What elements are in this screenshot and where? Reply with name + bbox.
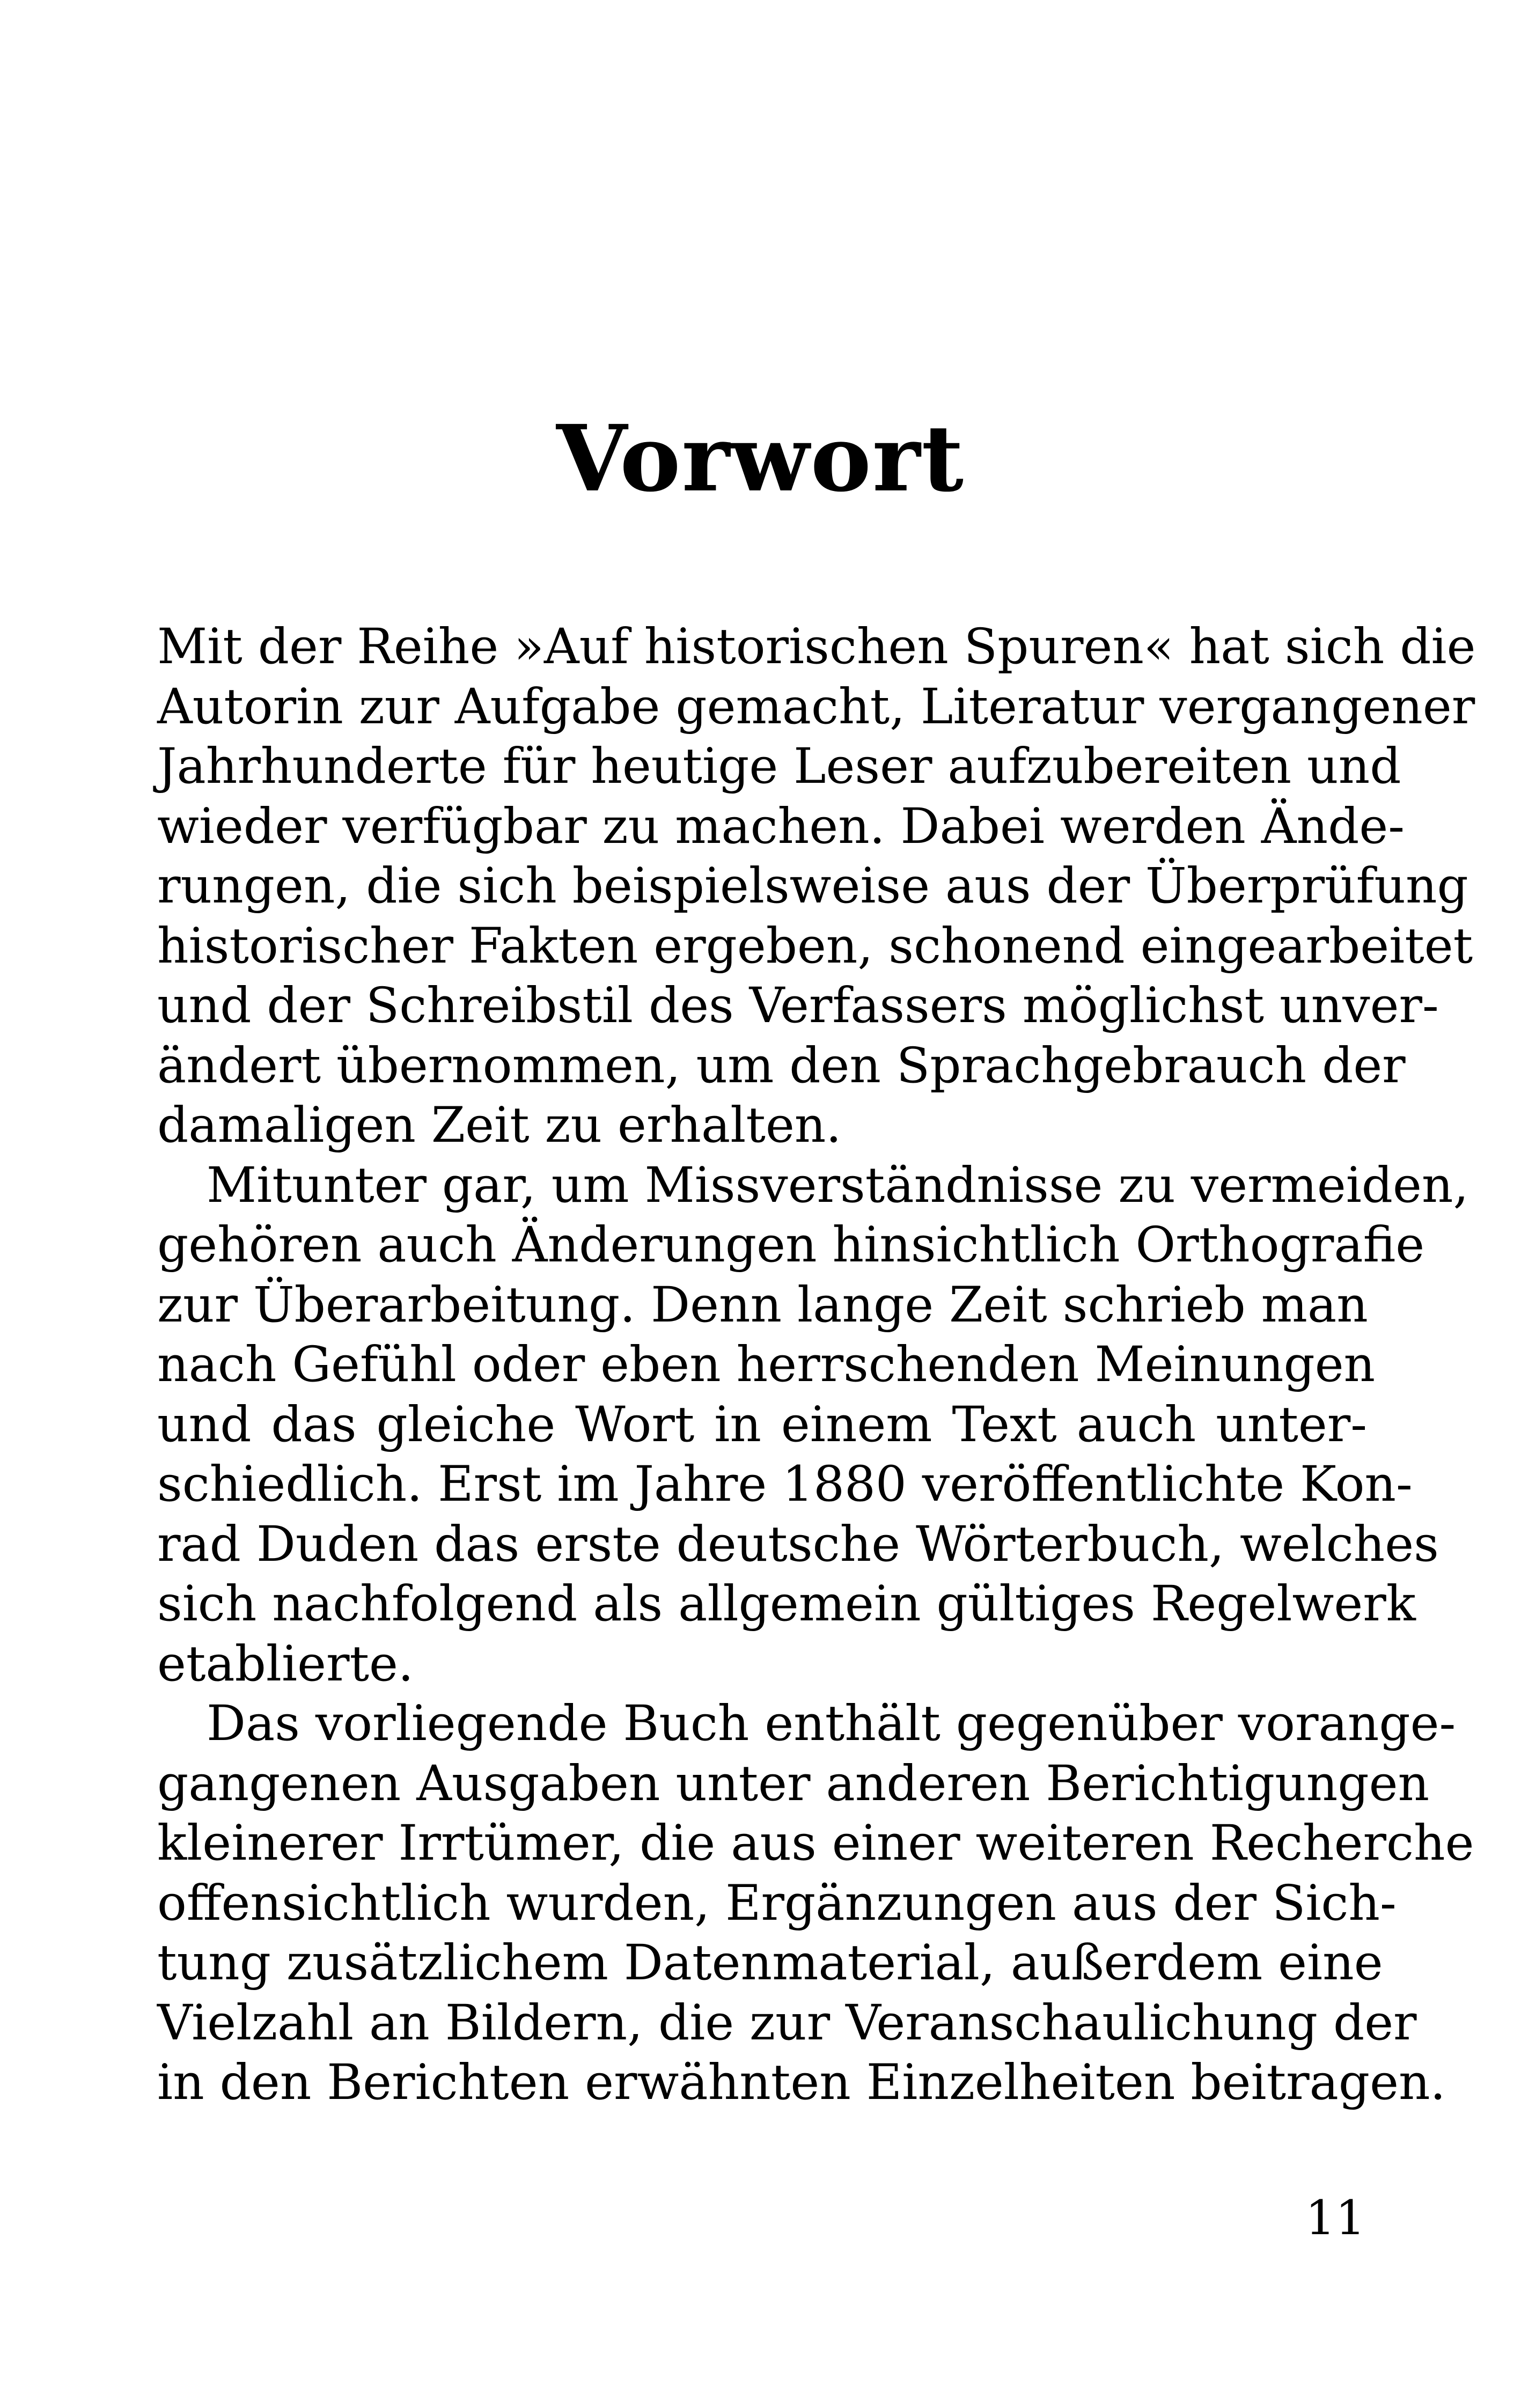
paragraph-3 [157,1694,1474,2113]
body-text [157,617,1476,2113]
text-line: in den Berichten erwähnten Einzelheiten beitragen. [157,2054,1446,2111]
text-line: Autorin zur Aufgabe gemacht, Literatur vergangener [157,678,1475,735]
page-number: 11 [1305,2190,1365,2245]
text-line: nach Gefühl oder eben herrschenden Meinungen [157,1337,1376,1393]
text-line: zur Überarbeitung. Denn lange Zeit schrieb man [157,1276,1368,1333]
paragraph-2 [157,1156,1469,1694]
text-line: gangenen Ausgaben unter anderen Berichtigungen [157,1755,1430,1812]
text-line: ändert übernommen, um den Sprachgebrauch der [157,1037,1406,1094]
text-line: Mit der Reihe »Auf historischen Spuren« hat sich die [157,619,1476,675]
text-line: rad Duden das erste deutsche Wörterbuch, welches [157,1516,1439,1573]
text-line: etablierte. [157,1635,414,1692]
text-line: Vielzahl an Bildern, die zur Veranschaulichung der [157,1994,1417,2051]
text-line: historischer Fakten ergeben, schonend eingearbeitet [157,917,1473,974]
text-line: und das gleiche Wort in einem Text auch unter- [157,1396,1367,1453]
page-title: Vorwort [556,405,965,512]
text-line: Mitunter gar, um Missverständnisse zu vermeiden, [207,1157,1469,1214]
text-line: tung zusätzlichem Datenmaterial, außerdem eine [157,1935,1383,1991]
text-line: kleinerer Irrtümer, die aus einer weiteren Recherche [157,1815,1474,1871]
text-line: offensichtlich wurden, Ergänzungen aus der Sich- [157,1875,1397,1932]
text-line: gehören auch Änderungen hinsichtlich Orthografie [157,1217,1425,1273]
text-line: wieder verfügbar zu machen. Dabei werden Ände- [157,798,1405,855]
text-line: rungen, die sich beispielsweise aus der Überprüfung [157,858,1468,914]
text-line: sich nachfolgend als allgemein gültiges Regelwerk [157,1576,1416,1632]
text-line: Das vorliegende Buch enthält gegenüber vorange- [207,1695,1456,1752]
text-line: schiedlich. Erst im Jahre 1880 veröffentlichte Kon- [157,1456,1413,1513]
text-line: damaligen Zeit zu erhalten. [157,1097,842,1154]
paragraph-1 [157,617,1476,1156]
text-line: Jahrhunderte für heutige Leser aufzubereiten und [157,738,1401,795]
text-line: und der Schreibstil des Verfassers möglichst unver- [157,978,1439,1034]
